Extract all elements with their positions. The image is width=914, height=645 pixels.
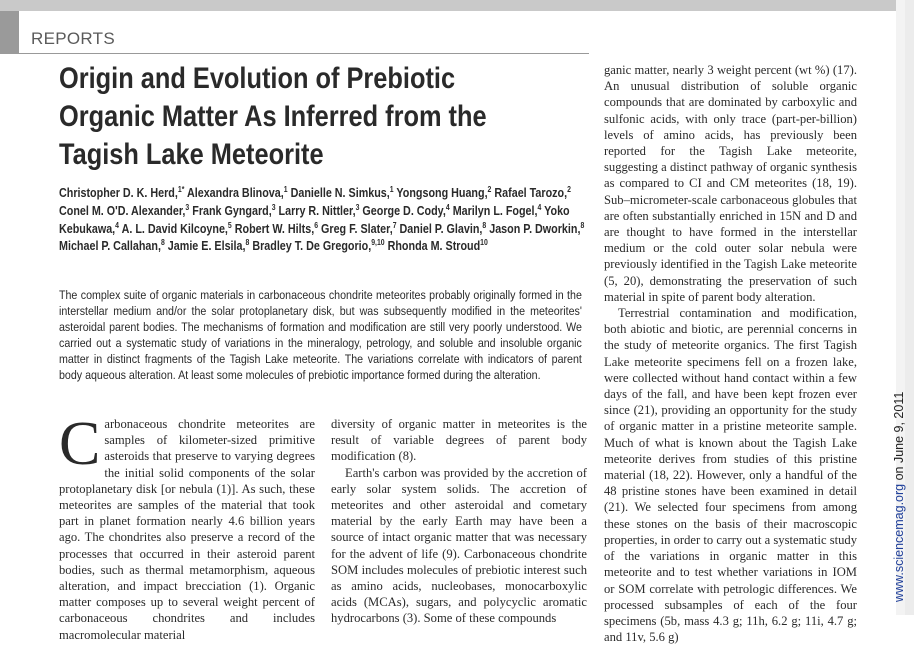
body-column-3 (604, 62, 857, 645)
body-paragraph: ganic matter, nearly 3 weight percent (wt %) (17). An unusual distribution of soluble organic compounds that are dominated by carboxylic and sulfonic acids, with only trace (part-per-billion) levels of amino acids, has previously been reported for the Tagish Lake meteorite, suggesting a distinct pathway of organic synthesis as compared to CI and CM meteorites (18, 19). Sub–micrometer-scale carbonaceous globules that are often substantially enriched in 15N and D and are thought to have formed in the interstellar medium or the cold outer solar nebula were previously identified in the Tagish Lake meteorite (5, 20), demonstrating the preservation of such material in spite of parent body alteration. (604, 63, 857, 304)
author-name: Daniel P. Glavin, (399, 221, 483, 236)
author-affiliation: 7 (392, 220, 397, 230)
author-affiliation: 8 (245, 238, 250, 248)
author-affiliation: 4 (115, 220, 119, 230)
author-affiliation: 10 (480, 238, 488, 248)
author-affiliation: 2 (487, 185, 492, 194)
author-name: Conel M. O'D. Alexander, (59, 203, 186, 218)
author-affiliation: 3 (355, 202, 360, 212)
author-name: Alexandra Blinova, (186, 186, 284, 200)
section-rule (19, 53, 589, 54)
body-paragraph: diversity of organic matter in meteorites is the result of variable degrees of parent body modification (8). (331, 417, 587, 464)
author-name: Jamie E. Elsila, (167, 239, 246, 254)
author-affiliation: 4 (445, 202, 450, 212)
body-paragraph: Earth's carbon was provided by the accretion of early solar system solids. The accretion of meteorites and other asteroidal and cometary material by the early Earth may have been a source of intact organic matter that was necessary for the advent of life (9). Carbonaceous chondrite SOM includes molecules of prebiotic interest such as amino acids, nucleobases, monocarboxylic acids (MCAs), sugars, and polycyclic aromatic hydrocarbons (3). Some of these compounds (331, 465, 587, 626)
body-column-1 (59, 410, 315, 643)
author-name: Yoko Kebukawa, (59, 203, 570, 236)
page-right-shadow (905, 0, 914, 615)
abstract: The complex suite of organic materials in carbonaceous chondrite meteorites probably originally formed in the interstellar medium and/or the solar protoplanetary disk, but was subsequently modified in the meteorites' asteroidal parent bodies. The mechanisms of formation and modification are still very poorly understood. We carried out a systematic study of variations in the mineralogy, petrology, and soluble and insoluble organic matter in distinct fragments of the Tagish Lake meteorite. The variations correlate with indicators of parent body aqueous alteration. At least some molecules of prebiotic importance formed during the alteration. (59, 288, 582, 382)
author-name: Greg F. Slater, (321, 221, 393, 236)
author-list (59, 185, 592, 256)
body-column-2 (331, 416, 587, 627)
author-affiliation: 3 (185, 202, 190, 212)
body-paragraph: Terrestrial contamination and modification, both abiotic and biotic, are perennial concerns in the study of meteorite organics. The first Tagish Lake meteorite specimens fell on a frozen lake, were collected without hand contact within a few days of the fall, and have been kept frozen ever since (21), providing an opportunity for the study of organic matter in a pristine meteorite sample. Much of what is known about the Tagish Lake meteorite derives from studies of this pristine material (18, 22). However, only a handful of the 48 pristine stones have been examined in detail (21). We selected four specimens from among these stones on the basis of their macroscopic properties, in order to carry out a systematic study of the variations in organic matter in this meteorite and to test whether variations in IOM or SOM correlate with petrologic differences. We processed subsamples of each of the four specimens (5b, mass 4.3 g; 11h, 6.2 g; 11i, 4.7 g; and 11v, 5.6 g) (604, 306, 857, 645)
author-name: Bradley T. De Gregorio, (252, 239, 372, 254)
download-date: on June 9, 2011 (892, 391, 906, 484)
author-affiliation: 2 (567, 185, 571, 194)
author-name: George D. Cody, (362, 203, 446, 218)
section-tab-block (0, 11, 19, 54)
author-affiliation: 8 (580, 220, 585, 230)
article-title: Origin and Evolution of Prebiotic Organic Matter As Inferred from the Tagish Lake Meteorite (59, 62, 487, 171)
author-name: Jason P. Dworkin, (489, 221, 581, 236)
site-link[interactable]: www.sciencemag.org (892, 483, 906, 602)
download-watermark (892, 392, 906, 602)
author-name: Rhonda M. Stroud (387, 239, 481, 254)
author-affiliation: 6 (314, 220, 319, 230)
author-name: Robert W. Hilts, (234, 221, 315, 236)
author-affiliation: 3 (271, 202, 276, 212)
author-name: Larry R. Nittler, (278, 203, 356, 218)
author-name: Frank Gyngard, (192, 203, 272, 218)
author-name: Rafael Tarozo, (494, 186, 568, 200)
author-name: Yongsong Huang, (396, 186, 488, 200)
author-affiliation: 1 (283, 185, 288, 194)
author-affiliation: 4 (537, 202, 542, 212)
author-affiliation: 9,10 (371, 238, 385, 248)
author-name: A. L. David Kilcoyne, (121, 221, 228, 236)
top-gray-bar (0, 0, 896, 11)
author-name: Danielle N. Simkus, (290, 186, 390, 200)
section-label: REPORTS (31, 29, 115, 48)
author-affiliation: 1 (389, 185, 394, 194)
body-paragraph: arbonaceous chondrite meteorites are samples of kilometer-sized primitive asteroids that preserve to varying degrees the initial solid components of the solar protoplanetary disk [or nebula (1)]. As such, these meteorites are samples of the material that took part in planet formation nearly 4.6 billion years ago. The chondrites also preserve a record of the processes that occurred in their asteroid parent bodies, such as thermal metamorphism, aqueous alteration, and impact brecciation (1). Organic matter composes up to several weight percent of carbonaceous chondrites and includes macromolecular material (59, 417, 315, 642)
drop-cap: C (59, 410, 101, 478)
author-name: Christopher D. K. Herd, (59, 186, 178, 200)
author-affiliation: 8 (482, 220, 487, 230)
author-affiliation: 8 (160, 238, 165, 248)
author-name: Marilyn L. Fogel, (452, 203, 538, 218)
author-affiliation: 1* (177, 185, 185, 194)
author-affiliation: 5 (227, 220, 232, 230)
author-name: Michael P. Callahan, (59, 239, 161, 254)
